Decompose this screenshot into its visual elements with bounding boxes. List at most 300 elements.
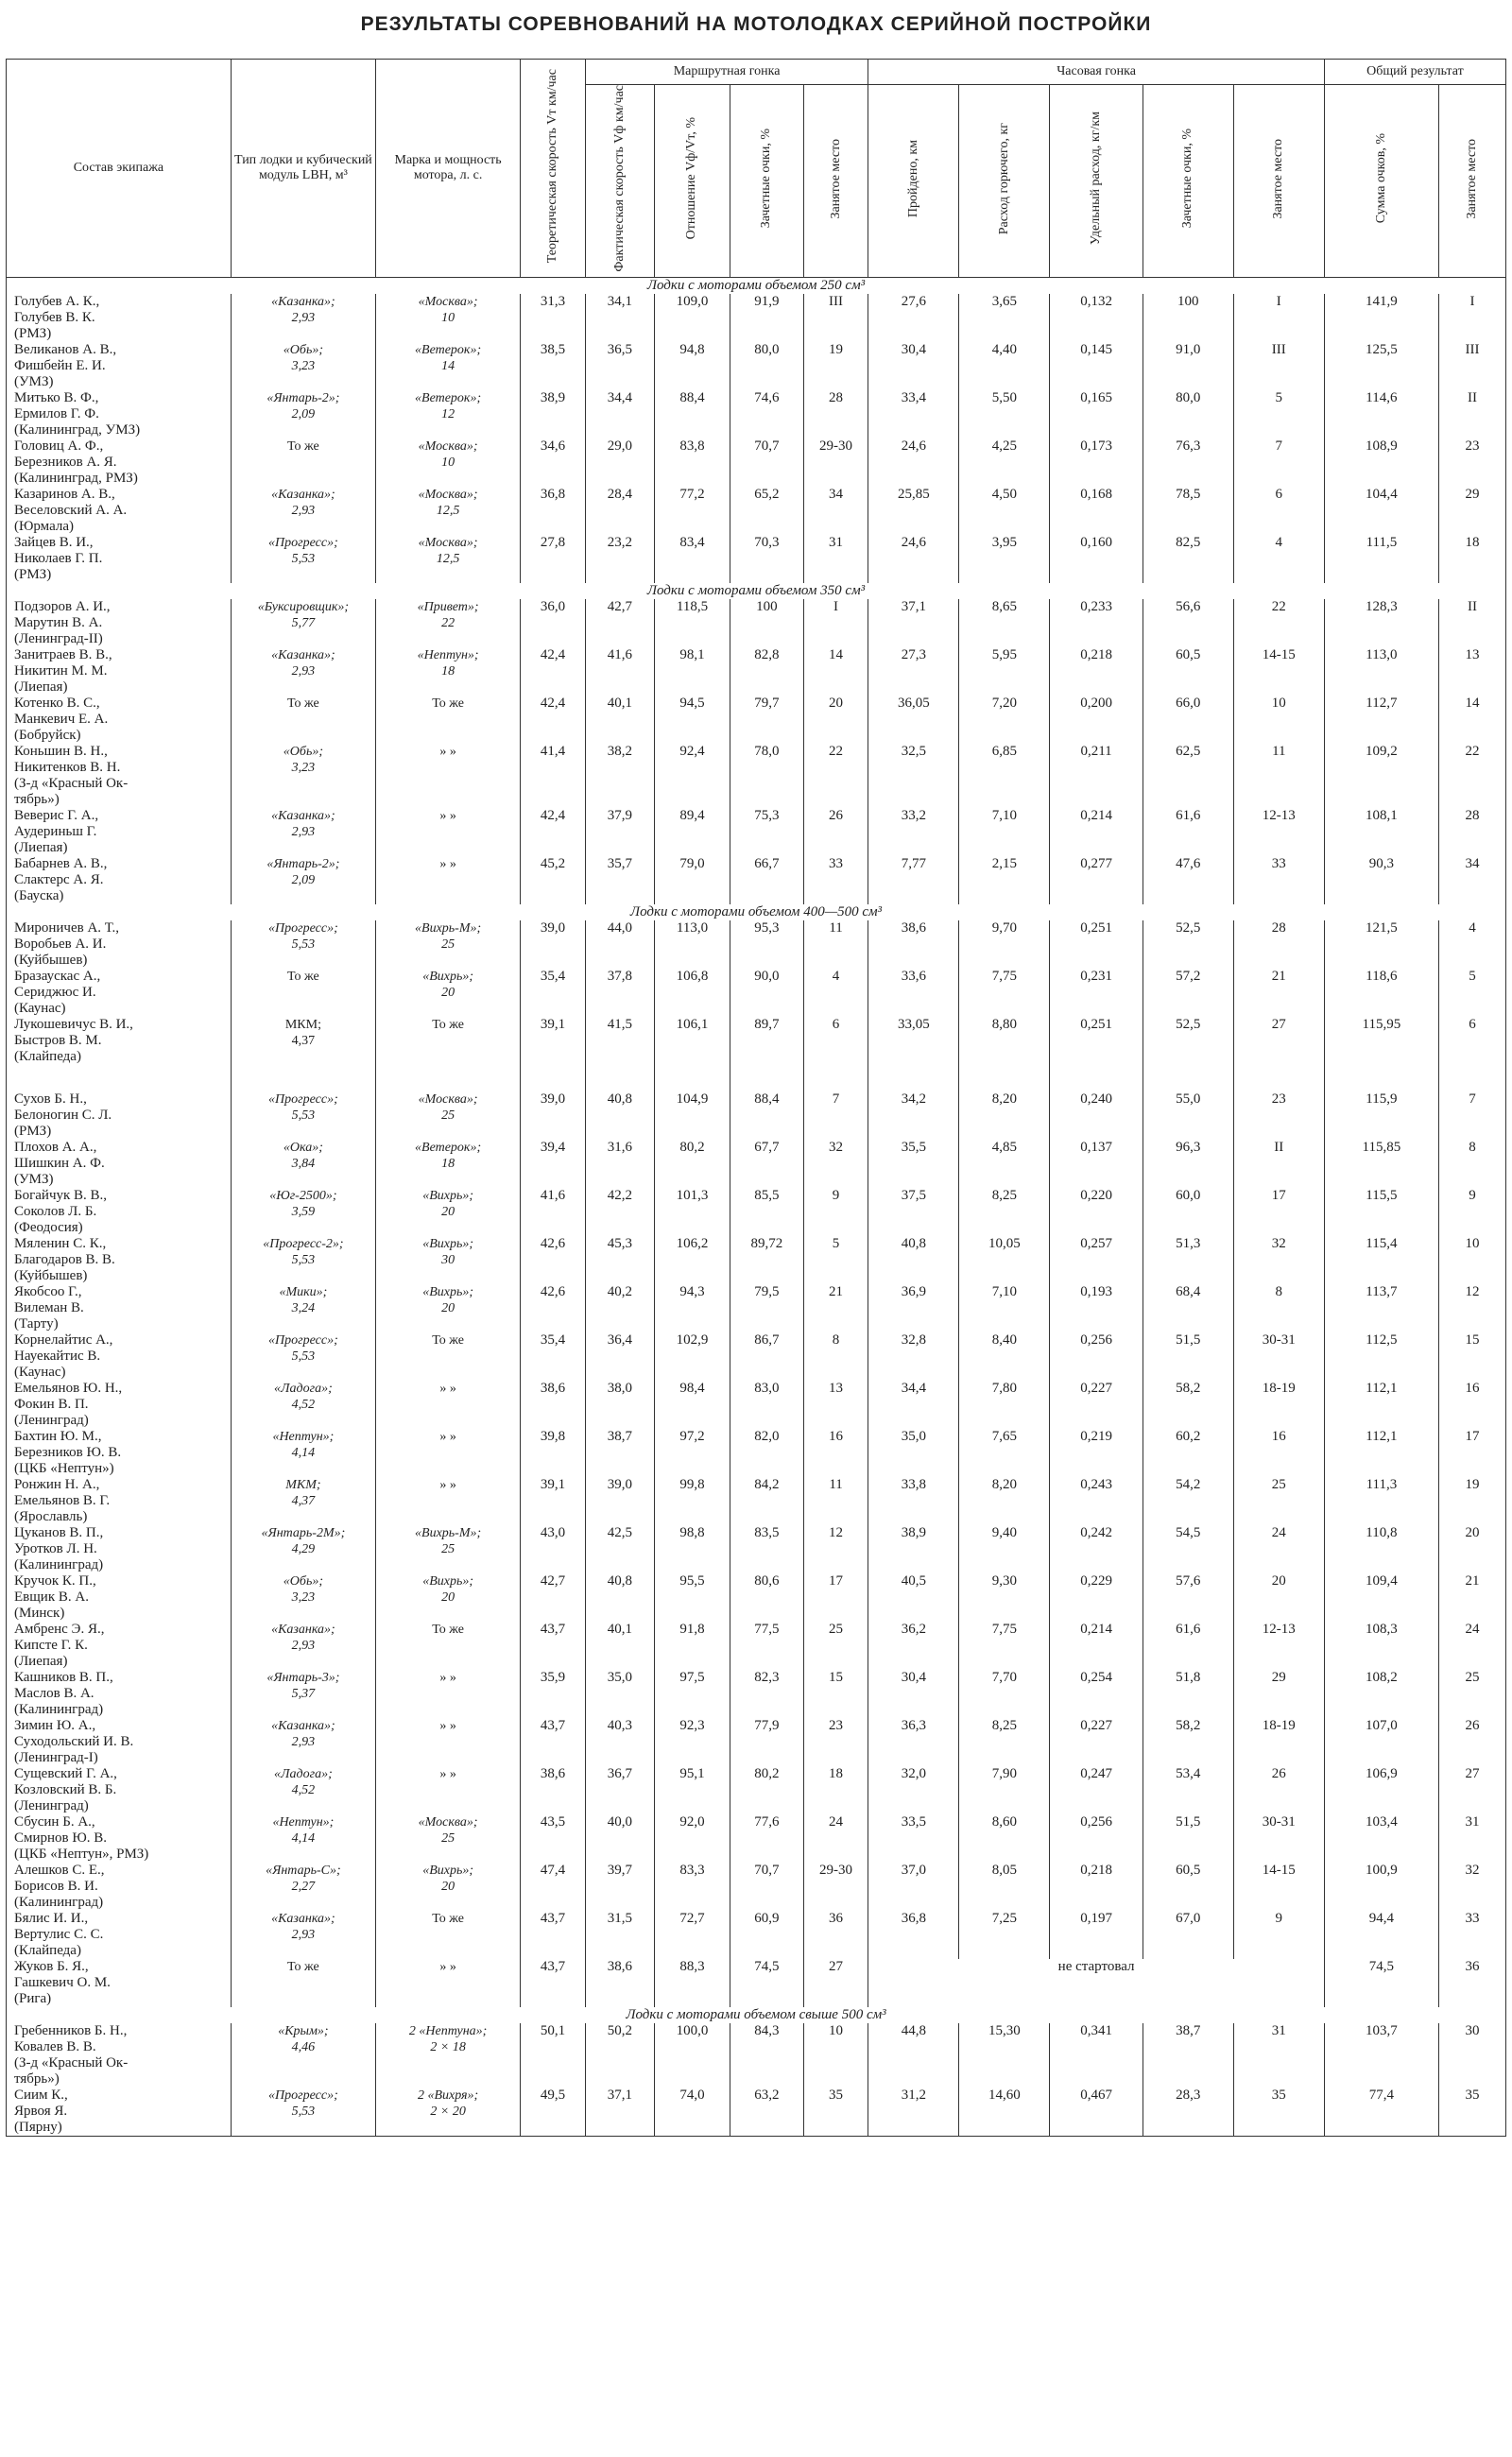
value-cell: 109,4 — [1324, 1573, 1438, 1622]
value-cell: 7,20 — [959, 696, 1050, 744]
value-cell: 74,5 — [730, 1959, 804, 2007]
crew-cell: Сущевский Г. А., Козловский В. Б. (Ленинград) — [7, 1766, 232, 1814]
header-hour-col: Занятое место — [1233, 85, 1324, 278]
value-cell: 15,30 — [959, 2023, 1050, 2088]
value-cell: 108,2 — [1324, 1670, 1438, 1718]
spacer-cell — [585, 1065, 654, 1091]
value-cell: 77,6 — [730, 1814, 804, 1863]
boat-cell: «Янтарь-2»; 2,09 — [231, 390, 375, 438]
value-cell: 0,341 — [1050, 2023, 1143, 2088]
value-cell: 38,9 — [868, 1525, 959, 1573]
value-cell: 10 — [803, 2023, 868, 2088]
value-cell: 11 — [803, 920, 868, 969]
section-title: Лодки с моторами объемом 400—500 см³ — [7, 904, 1506, 920]
crew-cell: Емельянов Ю. Н., Фокин В. П. (Ленинград) — [7, 1381, 232, 1429]
value-cell: 80,6 — [730, 1573, 804, 1622]
value-cell: 77,4 — [1324, 2088, 1438, 2137]
value-cell: 0,211 — [1050, 744, 1143, 808]
not-started-cell: не стартовал — [868, 1959, 1324, 2007]
value-cell: 0,277 — [1050, 856, 1143, 904]
value-cell: 41,5 — [585, 1017, 654, 1065]
value-cell: 35,9 — [521, 1670, 586, 1718]
value-cell: 104,9 — [654, 1091, 730, 1140]
value-cell: 0,220 — [1050, 1188, 1143, 1236]
value-cell: 9 — [803, 1188, 868, 1236]
value-cell: 13 — [1439, 647, 1506, 696]
value-cell: 0,218 — [1050, 1863, 1143, 1911]
value-cell: 38,7 — [585, 1429, 654, 1477]
value-cell: 41,4 — [521, 744, 586, 808]
crew-cell: Головиц А. Ф., Березников А. Я. (Калининград, РМЗ) — [7, 438, 232, 487]
value-cell: 78,5 — [1143, 487, 1233, 535]
value-cell: 42,5 — [585, 1525, 654, 1573]
value-cell: 27,6 — [868, 294, 959, 342]
value-cell: 5,50 — [959, 390, 1050, 438]
value-cell: 94,8 — [654, 342, 730, 390]
value-cell: 4,25 — [959, 438, 1050, 487]
value-cell: 0,137 — [1050, 1140, 1143, 1188]
value-cell: 94,4 — [1324, 1911, 1438, 1959]
boat-cell: «Казанка»; 2,93 — [231, 1622, 375, 1670]
crew-cell: Бабарнев А. В., Слактерс А. Я. (Бауска) — [7, 856, 232, 904]
value-cell: 83,0 — [730, 1381, 804, 1429]
value-cell: 21 — [1233, 969, 1324, 1017]
crew-cell: Бялис И. И., Вертулис С. С. (Клайпеда) — [7, 1911, 232, 1959]
value-cell: 24 — [1233, 1525, 1324, 1573]
boat-cell: То же — [231, 1959, 375, 2007]
spacer-cell — [1324, 1065, 1438, 1091]
value-cell: 32,8 — [868, 1332, 959, 1381]
motor-cell: «Москва»; 10 — [376, 438, 521, 487]
value-cell: 79,5 — [730, 1284, 804, 1332]
value-cell: 41,6 — [521, 1188, 586, 1236]
value-cell: 89,7 — [730, 1017, 804, 1065]
value-cell: 42,6 — [521, 1236, 586, 1284]
table-row — [7, 1718, 1506, 1766]
spacer-cell — [1233, 1065, 1324, 1091]
value-cell: 6 — [1439, 1017, 1506, 1065]
value-cell: 7,75 — [959, 969, 1050, 1017]
value-cell: 75,3 — [730, 808, 804, 856]
value-cell: 42,7 — [521, 1573, 586, 1622]
boat-cell: «Казанка»; 2,93 — [231, 1718, 375, 1766]
value-cell: 24,6 — [868, 438, 959, 487]
value-cell: 0,243 — [1050, 1477, 1143, 1525]
value-cell: 4,50 — [959, 487, 1050, 535]
value-cell: 36,2 — [868, 1622, 959, 1670]
motor-cell: «Вихрь»; 20 — [376, 1188, 521, 1236]
motor-cell: «Вихрь»; 20 — [376, 1863, 521, 1911]
value-cell: 7,70 — [959, 1670, 1050, 1718]
value-cell: 42,6 — [521, 1284, 586, 1332]
crew-cell: Казаринов А. В., Веселовский А. А. (Юрмала) — [7, 487, 232, 535]
boat-cell: «Янтарь-2М»; 4,29 — [231, 1525, 375, 1573]
value-cell: 7 — [1439, 1091, 1506, 1140]
value-cell: 77,9 — [730, 1718, 804, 1766]
section-title: Лодки с моторами объемом свыше 500 см³ — [7, 2007, 1506, 2023]
crew-cell: Сиим К., Ярвоя Я. (Пярну) — [7, 2088, 232, 2137]
crew-cell: Митько В. Ф., Ермилов Г. Ф. (Калининград, УМЗ) — [7, 390, 232, 438]
value-cell: 4 — [803, 969, 868, 1017]
value-cell: 4,85 — [959, 1140, 1050, 1188]
value-cell: 39,1 — [521, 1017, 586, 1065]
motor-cell: «Москва»; 12,5 — [376, 535, 521, 583]
value-cell: 0,229 — [1050, 1573, 1143, 1622]
value-cell: 91,9 — [730, 294, 804, 342]
crew-cell: Мироничев А. Т., Воробьев А. И. (Куйбышев) — [7, 920, 232, 969]
spacer-cell — [730, 1065, 804, 1091]
value-cell: 0,227 — [1050, 1718, 1143, 1766]
value-cell: 121,5 — [1324, 920, 1438, 969]
value-cell: 40,8 — [868, 1236, 959, 1284]
value-cell: 38,5 — [521, 342, 586, 390]
boat-cell: «Ока»; 3,84 — [231, 1140, 375, 1188]
value-cell: 36,8 — [521, 487, 586, 535]
crew-cell: Якобсоо Г., Вилеман В. (Тарту) — [7, 1284, 232, 1332]
section-title: Лодки с моторами объемом 250 см³ — [7, 277, 1506, 294]
boat-cell: «Ладога»; 4,52 — [231, 1766, 375, 1814]
value-cell: 90,3 — [1324, 856, 1438, 904]
crew-cell: Цуканов В. П., Уротков Л. Н. (Калининград) — [7, 1525, 232, 1573]
value-cell: 8,60 — [959, 1814, 1050, 1863]
value-cell: 25 — [803, 1622, 868, 1670]
table-row — [7, 1332, 1506, 1381]
value-cell: 108,9 — [1324, 438, 1438, 487]
value-cell: 7 — [1233, 438, 1324, 487]
value-cell: 12-13 — [1233, 1622, 1324, 1670]
motor-cell: «Привет»; 22 — [376, 599, 521, 647]
value-cell: 98,4 — [654, 1381, 730, 1429]
value-cell: 0,231 — [1050, 969, 1143, 1017]
value-cell: 37,0 — [868, 1863, 959, 1911]
boat-cell: «Янтарь-С»; 2,27 — [231, 1863, 375, 1911]
value-cell: 38,2 — [585, 744, 654, 808]
value-cell: 37,8 — [585, 969, 654, 1017]
value-cell: 10 — [1233, 696, 1324, 744]
value-cell: 20 — [1233, 1573, 1324, 1622]
value-cell: 35 — [1233, 2088, 1324, 2137]
value-cell: II — [1439, 390, 1506, 438]
table-row — [7, 1381, 1506, 1429]
motor-cell: «Вихрь»; 20 — [376, 1284, 521, 1332]
motor-cell: «Вихрь-М»; 25 — [376, 920, 521, 969]
spacer-cell — [1439, 1065, 1506, 1091]
header-total-col: Сумма очков, % — [1324, 85, 1438, 278]
value-cell: 33 — [1233, 856, 1324, 904]
value-cell: 33 — [803, 856, 868, 904]
value-cell: 51,3 — [1143, 1236, 1233, 1284]
crew-cell: Подзоров А. И., Марутин В. А. (Ленинград-II) — [7, 599, 232, 647]
crew-cell: Гребенников Б. Н., Ковалев В. В. (З-д «Красный Ок- тябрь») — [7, 2023, 232, 2088]
boat-cell: «Прогресс»; 5,53 — [231, 2088, 375, 2137]
table-row — [7, 1670, 1506, 1718]
value-cell: 8 — [1233, 1284, 1324, 1332]
value-cell: 61,6 — [1143, 808, 1233, 856]
table-row — [7, 1622, 1506, 1670]
value-cell: 37,9 — [585, 808, 654, 856]
boat-cell: «Казанка»; 2,93 — [231, 1911, 375, 1959]
page-title: РЕЗУЛЬТАТЫ СОРЕВНОВАНИЙ НА МОТОЛОДКАХ СЕРИЙНОЙ ПОСТРОЙКИ — [360, 13, 1152, 35]
value-cell: 24,6 — [868, 535, 959, 583]
table-row — [7, 1959, 1506, 2007]
value-cell: 51,5 — [1143, 1814, 1233, 1863]
value-cell: 88,4 — [730, 1091, 804, 1140]
value-cell: 109,0 — [654, 294, 730, 342]
value-cell: 19 — [803, 342, 868, 390]
value-cell: 8,20 — [959, 1091, 1050, 1140]
value-cell: 91,8 — [654, 1622, 730, 1670]
table-row — [7, 856, 1506, 904]
value-cell: 18 — [803, 1766, 868, 1814]
value-cell: 83,8 — [654, 438, 730, 487]
header-motor: Марка и мощность мотора, л. с. — [376, 60, 521, 278]
value-cell: 40,3 — [585, 1718, 654, 1766]
value-cell: 15 — [803, 1670, 868, 1718]
value-cell: 118,6 — [1324, 969, 1438, 1017]
motor-cell: «Вихрь»; 30 — [376, 1236, 521, 1284]
value-cell: 9 — [1233, 1911, 1324, 1959]
value-cell: 12 — [1439, 1284, 1506, 1332]
value-cell: 23 — [1439, 438, 1506, 487]
value-cell: 8 — [1439, 1140, 1506, 1188]
value-cell: 66,7 — [730, 856, 804, 904]
motor-cell: » » — [376, 1477, 521, 1525]
table-row — [7, 1525, 1506, 1573]
value-cell: 60,5 — [1143, 1863, 1233, 1911]
value-cell: 50,2 — [585, 2023, 654, 2088]
value-cell: 43,5 — [521, 1814, 586, 1863]
value-cell: 70,3 — [730, 535, 804, 583]
value-cell: 86,7 — [730, 1332, 804, 1381]
value-cell: 39,0 — [521, 1091, 586, 1140]
value-cell: 33,2 — [868, 808, 959, 856]
value-cell: 7,65 — [959, 1429, 1050, 1477]
value-cell: 31,2 — [868, 2088, 959, 2137]
value-cell: 3,65 — [959, 294, 1050, 342]
value-cell: 110,8 — [1324, 1525, 1438, 1573]
value-cell: 106,2 — [654, 1236, 730, 1284]
motor-cell: » » — [376, 1381, 521, 1429]
value-cell: 27 — [1439, 1766, 1506, 1814]
value-cell: 22 — [1439, 744, 1506, 808]
table-row — [7, 294, 1506, 342]
value-cell: 60,0 — [1143, 1188, 1233, 1236]
value-cell: 96,3 — [1143, 1140, 1233, 1188]
value-cell: 74,0 — [654, 2088, 730, 2137]
value-cell: 12-13 — [1233, 808, 1324, 856]
value-cell: 115,85 — [1324, 1140, 1438, 1188]
header-route-col: Зачетные очки, % — [730, 85, 804, 278]
value-cell: 107,0 — [1324, 1718, 1438, 1766]
crew-cell: Бразаускас А., Сериджюс И. (Каунас) — [7, 969, 232, 1017]
value-cell: 18-19 — [1233, 1381, 1324, 1429]
table-row — [7, 1091, 1506, 1140]
value-cell: 36,5 — [585, 342, 654, 390]
value-cell: 24 — [803, 1814, 868, 1863]
value-cell: 38,0 — [585, 1381, 654, 1429]
value-cell: 47,4 — [521, 1863, 586, 1911]
value-cell: 58,2 — [1143, 1381, 1233, 1429]
value-cell: 0,233 — [1050, 599, 1143, 647]
motor-cell: 2 «Нептуна»; 2 × 18 — [376, 2023, 521, 2088]
motor-cell: » » — [376, 744, 521, 808]
value-cell: 0,251 — [1050, 1017, 1143, 1065]
value-cell: 43,7 — [521, 1911, 586, 1959]
value-cell: 8,65 — [959, 599, 1050, 647]
value-cell: 54,2 — [1143, 1477, 1233, 1525]
value-cell: 30,4 — [868, 342, 959, 390]
crew-cell: Кручок К. П., Евщик В. А. (Минск) — [7, 1573, 232, 1622]
value-cell: 106,8 — [654, 969, 730, 1017]
motor-cell: То же — [376, 1332, 521, 1381]
value-cell: 58,2 — [1143, 1718, 1233, 1766]
value-cell: 92,0 — [654, 1814, 730, 1863]
value-cell: 32,5 — [868, 744, 959, 808]
table-row — [7, 1766, 1506, 1814]
value-cell: 79,7 — [730, 696, 804, 744]
value-cell: 8,20 — [959, 1477, 1050, 1525]
value-cell: 90,0 — [730, 969, 804, 1017]
value-cell: 43,7 — [521, 1718, 586, 1766]
table-row — [7, 1814, 1506, 1863]
value-cell: 84,3 — [730, 2023, 804, 2088]
value-cell: 43,7 — [521, 1622, 586, 1670]
value-cell: 16 — [803, 1429, 868, 1477]
value-cell: 102,9 — [654, 1332, 730, 1381]
value-cell: 28,3 — [1143, 2088, 1233, 2137]
value-cell: 13 — [803, 1381, 868, 1429]
motor-cell: » » — [376, 808, 521, 856]
value-cell: 25 — [1439, 1670, 1506, 1718]
value-cell: 89,4 — [654, 808, 730, 856]
value-cell: 34,4 — [868, 1381, 959, 1429]
value-cell: 23 — [803, 1718, 868, 1766]
motor-cell: «Ветерок»; 18 — [376, 1140, 521, 1188]
value-cell: 9,30 — [959, 1573, 1050, 1622]
value-cell: 35,0 — [585, 1670, 654, 1718]
crew-cell: Жуков Б. Я., Гашкевич О. М. (Рига) — [7, 1959, 232, 2007]
value-cell: 31 — [1233, 2023, 1324, 2088]
value-cell: 61,6 — [1143, 1622, 1233, 1670]
spacer-cell — [654, 1065, 730, 1091]
table-row — [7, 438, 1506, 487]
value-cell: II — [1439, 599, 1506, 647]
value-cell: 7,10 — [959, 1284, 1050, 1332]
boat-cell: «Мики»; 3,24 — [231, 1284, 375, 1332]
value-cell: 39,8 — [521, 1429, 586, 1477]
boat-cell: То же — [231, 438, 375, 487]
boat-cell: «Нептун»; 4,14 — [231, 1814, 375, 1863]
value-cell: 0,160 — [1050, 535, 1143, 583]
boat-cell: «Казанка»; 2,93 — [231, 487, 375, 535]
table-row — [7, 920, 1506, 969]
value-cell: 98,1 — [654, 647, 730, 696]
value-cell: 114,6 — [1324, 390, 1438, 438]
header-hour-col: Пройдено, км — [868, 85, 959, 278]
value-cell: 33,05 — [868, 1017, 959, 1065]
value-cell: 36,8 — [868, 1911, 959, 1959]
value-cell: 31 — [1439, 1814, 1506, 1863]
header-route-col: Отношение Vф/Vт, % — [654, 85, 730, 278]
value-cell: 141,9 — [1324, 294, 1438, 342]
header-route-col: Занятое место — [803, 85, 868, 278]
boat-cell: «Казанка»; 2,93 — [231, 808, 375, 856]
value-cell: 66,0 — [1143, 696, 1233, 744]
value-cell: 32 — [1439, 1863, 1506, 1911]
value-cell: 8,80 — [959, 1017, 1050, 1065]
value-cell: 6 — [803, 1017, 868, 1065]
value-cell: 36,05 — [868, 696, 959, 744]
boat-cell: «Прогресс»; 5,53 — [231, 1091, 375, 1140]
value-cell: 36,7 — [585, 1766, 654, 1814]
value-cell: 0,193 — [1050, 1284, 1143, 1332]
motor-cell: » » — [376, 1718, 521, 1766]
table-row — [7, 2023, 1506, 2088]
value-cell: 33,8 — [868, 1477, 959, 1525]
value-cell: 34,1 — [585, 294, 654, 342]
header-group-hour: Часовая гонка — [868, 60, 1324, 85]
value-cell: 112,5 — [1324, 1332, 1438, 1381]
table-row — [7, 647, 1506, 696]
table-row — [7, 696, 1506, 744]
value-cell: 25,85 — [868, 487, 959, 535]
value-cell: 62,5 — [1143, 744, 1233, 808]
value-cell: 14 — [803, 647, 868, 696]
value-cell: 22 — [803, 744, 868, 808]
value-cell: 40,5 — [868, 1573, 959, 1622]
value-cell: 19 — [1439, 1477, 1506, 1525]
value-cell: 0,467 — [1050, 2088, 1143, 2137]
value-cell: 7,77 — [868, 856, 959, 904]
value-cell: 37,1 — [868, 599, 959, 647]
value-cell: III — [1233, 342, 1324, 390]
results-body — [7, 277, 1506, 2136]
value-cell: 10,05 — [959, 1236, 1050, 1284]
value-cell: 7,80 — [959, 1381, 1050, 1429]
value-cell: 37,5 — [868, 1188, 959, 1236]
crew-cell: Великанов А. В., Фишбейн Е. И. (УМЗ) — [7, 342, 232, 390]
value-cell: 8,25 — [959, 1188, 1050, 1236]
value-cell: 83,5 — [730, 1525, 804, 1573]
value-cell: 82,5 — [1143, 535, 1233, 583]
value-cell: 32 — [1233, 1236, 1324, 1284]
boat-cell: «Обь»; 3,23 — [231, 1573, 375, 1622]
value-cell: I — [803, 599, 868, 647]
value-cell: 111,5 — [1324, 535, 1438, 583]
value-cell: 42,4 — [521, 647, 586, 696]
value-cell: 0,242 — [1050, 1525, 1143, 1573]
value-cell: 0,254 — [1050, 1670, 1143, 1718]
value-cell: 28 — [1233, 920, 1324, 969]
value-cell: 100,9 — [1324, 1863, 1438, 1911]
value-cell: 115,95 — [1324, 1017, 1438, 1065]
value-cell: 0,168 — [1050, 487, 1143, 535]
spacer-cell — [376, 1065, 521, 1091]
value-cell: 56,6 — [1143, 599, 1233, 647]
motor-cell: То же — [376, 1622, 521, 1670]
value-cell: 42,4 — [521, 696, 586, 744]
table-row — [7, 1477, 1506, 1525]
header-hour-col: Удельный расход, кг/км — [1050, 85, 1143, 278]
table-row — [7, 1429, 1506, 1477]
value-cell: 40,0 — [585, 1814, 654, 1863]
value-cell: 38,6 — [521, 1766, 586, 1814]
value-cell: 11 — [1233, 744, 1324, 808]
value-cell: 7 — [803, 1091, 868, 1140]
crew-cell: Плохов А. А., Шишкин А. Ф. (УМЗ) — [7, 1140, 232, 1188]
value-cell: 37,1 — [585, 2088, 654, 2137]
value-cell: 27 — [1233, 1017, 1324, 1065]
